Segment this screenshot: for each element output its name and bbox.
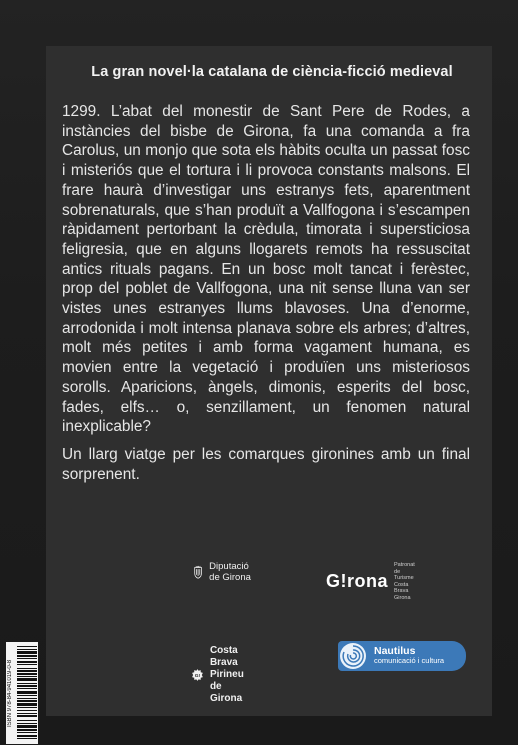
nautilus-name: Nautilus	[374, 645, 416, 657]
diputacio-girona-logo	[193, 560, 257, 584]
diputacio-label: Diputació de Girona	[209, 561, 251, 583]
barcode-bar	[17, 715, 37, 717]
barcode-bar	[17, 646, 37, 647]
barcode-bar	[17, 661, 37, 663]
barcode-bar	[17, 649, 37, 650]
girona-subtitle	[394, 562, 415, 601]
isbn-barcode	[6, 642, 38, 744]
barcode-bar	[17, 735, 37, 737]
costa-brava-logo	[191, 645, 255, 705]
barcode-bar	[17, 703, 37, 706]
costa-brava-line-2: Pirineu de Girona	[209, 669, 244, 704]
barcode-bar	[17, 664, 37, 665]
girona-sub-line-2: Costa Brava Girona	[394, 581, 411, 601]
nautilus-badge	[338, 641, 466, 671]
nautilus-subtitle: comunicació i cultura	[374, 656, 445, 665]
nautilus-shell-icon	[338, 641, 368, 671]
barcode-bar	[17, 676, 37, 677]
barcode-bar	[17, 713, 37, 714]
barcode-bar	[17, 695, 37, 696]
coat-of-arms-icon	[193, 560, 203, 584]
barcode-bar	[17, 698, 37, 699]
blurb-text	[62, 102, 470, 492]
girona-tourism-logo	[326, 562, 415, 601]
barcode-bar	[17, 710, 37, 711]
barcode-bar	[17, 673, 37, 675]
costa-brava-icon	[191, 663, 204, 687]
barcode-bar	[17, 700, 37, 702]
barcode-bar	[17, 688, 37, 689]
barcode-bar	[17, 655, 37, 657]
nautilus-text	[374, 646, 444, 666]
barcode-bar	[17, 691, 37, 694]
nautilus-logo	[338, 641, 466, 671]
girona-wordmark: G!rona	[326, 571, 389, 591]
isbn-text: ISBN 978-84-941019-0-8	[7, 659, 13, 727]
barcode-bar	[17, 683, 37, 684]
blurb-paragraph-2: Un llarg viatge per les comarques gironines amb un final sorprenent.	[62, 445, 470, 483]
cover-headline: La gran novel·la catalana de ciència-ficció medieval	[91, 64, 453, 80]
barcode-bar	[17, 732, 37, 733]
girona-sub-line-1: Patronat de Turisme	[394, 562, 415, 581]
barcode-bar	[17, 738, 37, 739]
barcode-bar	[17, 720, 37, 721]
barcode-bar	[17, 668, 37, 669]
costa-brava-text	[210, 645, 255, 705]
blurb-paragraph-1: 1299. L’abat del monestir de Sant Pere de Rodes, a instàncies del bisbe de Girona, fa una comanda a fra Carolus, un monjo que sota els hàbits oculta un passat fosc i misteriós que el tortura i li provoca constants malsons. El frare haurà d’investigar uns estranys fets, aparentment sobrenaturals, que s’han produït a Vallfogona i s’escampen ràpidament pertorbant la crèdula, timorata i supersticiosa feligresia, que en alguns llogarets remots ha ressuscitat antics rituals pagans. En un bosc molt tancat i ferèstec, prop del poblet de Vallfogona, una nit sense lluna van ser vistes unes estranyes llums blavoses. Una d’enorme, arrodonida i molt intensa planava sobre els arbres; d’altres, molt més petites i amb forma vagament humana, es movien entre la vegetació i produïen uns misteriosos sorolls. Aparicions, àngels, dimonis, esperits del bosc, fades, elfs… o, senzillament, un fenomen natural inexplicable?	[62, 103, 470, 436]
barcode-bar	[17, 678, 37, 681]
barcode-bar	[17, 729, 37, 731]
barcode-bar	[17, 670, 37, 672]
barcode-bar	[17, 723, 37, 724]
barcode-bar	[17, 658, 37, 659]
barcode-bar	[17, 707, 37, 708]
barcode-bar	[17, 725, 37, 728]
svg-text:G!: G!	[194, 674, 201, 680]
barcode-bar	[17, 685, 37, 687]
costa-brava-line-1: Costa Brava	[209, 645, 238, 668]
barcode-bar	[17, 651, 37, 654]
barcode-bars	[17, 646, 37, 740]
